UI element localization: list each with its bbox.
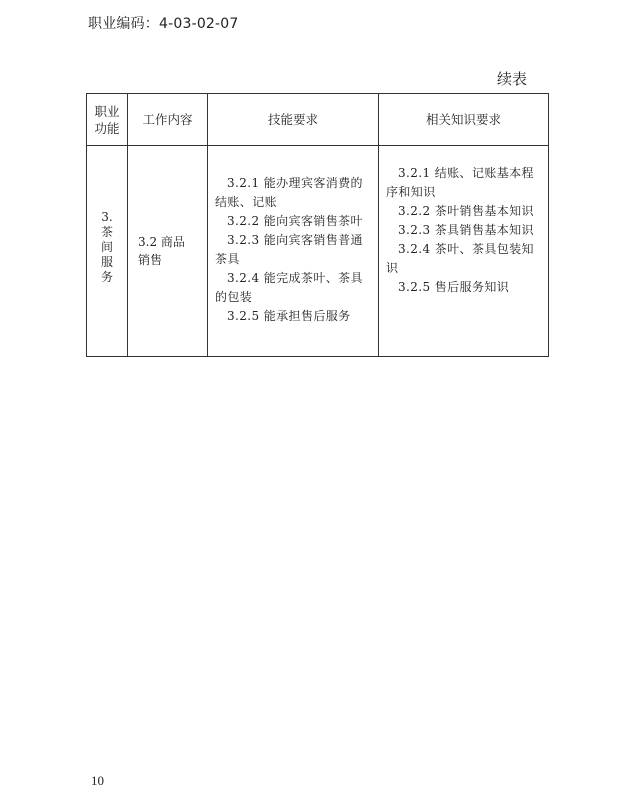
header-function: 职业 功能: [87, 94, 128, 146]
function-char: 茶: [100, 225, 113, 239]
knowledge-item: 3.2.2 茶叶销售基本知识: [398, 204, 534, 218]
skill-item: 3.2.4 能完成茶叶、茶具的包装: [215, 271, 363, 304]
table-row: [87, 146, 549, 357]
knowledge-requirements-cell: [379, 146, 549, 357]
knowledge-item: 3.2.5 售后服务知识: [398, 280, 510, 294]
work-content-cell: [128, 146, 208, 357]
skill-item: 3.2.3 能向宾客销售普通茶具: [215, 233, 363, 266]
continued-label: 续表: [497, 70, 528, 88]
function-cell: [87, 146, 128, 357]
skill-item: 3.2.1 能办理宾客消费的结账、记账: [215, 176, 363, 209]
knowledge-item: 3.2.3 茶具销售基本知识: [398, 223, 534, 237]
function-char: 服: [100, 255, 113, 269]
function-char: 务: [100, 270, 113, 284]
header-knowledge-requirements: 相关知识要求: [379, 94, 549, 146]
occupation-code: 职业编码：4-03-02-07: [88, 16, 239, 32]
knowledge-item: 3.2.4 茶叶、茶具包装知识: [386, 242, 534, 275]
skill-requirements-cell: [208, 146, 379, 357]
table-header-row: [87, 94, 549, 146]
page-number: 10: [91, 773, 104, 788]
skill-item: 3.2.2 能向宾客销售茶叶: [227, 214, 363, 228]
header-work-content: 工作内容: [128, 94, 208, 146]
knowledge-item: 3.2.1 结账、记账基本程序和知识: [386, 166, 534, 199]
function-char: 间: [100, 240, 113, 254]
function-number: 3.: [101, 210, 113, 224]
skill-item: 3.2.5 能承担售后服务: [227, 309, 351, 323]
work-content-text: 3.2 商品 销售: [138, 235, 185, 267]
competency-table: [86, 93, 549, 357]
header-skill-requirements: 技能要求: [208, 94, 379, 146]
